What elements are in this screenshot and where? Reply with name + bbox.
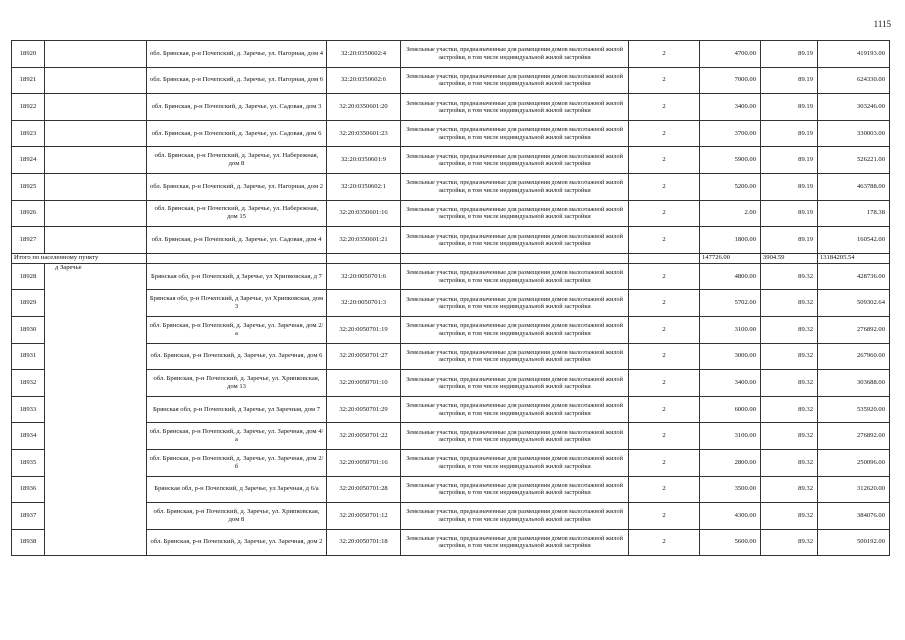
land-use-cell: Земельные участки, предназначенные для размещения домов малоэтажной жилой застройки, в том числе индивидуальной жилой застройки bbox=[401, 316, 629, 343]
summary-area: 147726.00 bbox=[700, 253, 761, 263]
address-cell: обл. Брянская, р-н Почепский, д. Заречье, ул. Набережная, дом 15 bbox=[147, 200, 327, 227]
record-id: 18928 bbox=[12, 263, 45, 290]
record-id: 18925 bbox=[12, 173, 45, 200]
cadastral-number: 32:20:0050701:19 bbox=[327, 316, 401, 343]
cadastral-number: 32:20:0050701:27 bbox=[327, 343, 401, 370]
land-use-cell: Земельные участки, предназначенные для размещения домов малоэтажной жилой застройки, в том числе индивидуальной жилой застройки bbox=[401, 503, 629, 530]
group-cell: 2 bbox=[629, 67, 700, 94]
address-cell: обл. Брянская, р-н Почепский, д. Заречье, ул. Нагорная, дом 2 bbox=[147, 173, 327, 200]
land-use-cell: Земельные участки, предназначенные для размещения домов малоэтажной жилой застройки, в том числе индивидуальной жилой застройки bbox=[401, 173, 629, 200]
area-cell: 3000.00 bbox=[700, 343, 761, 370]
address-cell: обл. Брянская, р-н Почепский, д. Заречье, ул. Хрипковская, дом 8 bbox=[147, 503, 327, 530]
rate-cell: 89.19 bbox=[761, 200, 818, 227]
address-cell: обл. Брянская, р-н Почепский, д. Заречье, ул. Хрипковская, дом 13 bbox=[147, 370, 327, 397]
value-cell: 303688.00 bbox=[818, 370, 890, 397]
group-cell: 2 bbox=[629, 263, 700, 290]
table-row bbox=[12, 173, 890, 200]
cadastral-number: 32:20:0050701:22 bbox=[327, 423, 401, 450]
record-id: 18922 bbox=[12, 94, 45, 121]
cadastral-number: 32:20:0350601:21 bbox=[327, 227, 401, 254]
land-use-cell: Земельные участки, предназначенные для размещения домов малоэтажной жилой застройки, в том числе индивидуальной жилой застройки bbox=[401, 120, 629, 147]
value-cell: 178.38 bbox=[818, 200, 890, 227]
address-cell: Брянская обл, р-н Почепский, д Заречье, ул Хрипковская, дом 3 bbox=[147, 290, 327, 317]
address-cell: обл. Брянская, р-н Почепский, д. Заречье, ул. Заречная, дом 4/а bbox=[147, 423, 327, 450]
land-use-cell: Земельные участки, предназначенные для размещения домов малоэтажной жилой застройки, в том числе индивидуальной жилой застройки bbox=[401, 94, 629, 121]
empty-cell bbox=[45, 147, 147, 174]
rate-cell: 89.19 bbox=[761, 120, 818, 147]
rate-cell: 89.19 bbox=[761, 173, 818, 200]
address-cell: обл. Брянская, р-н Почепский, д. Заречье, ул. Садовая, дом 4 bbox=[147, 227, 327, 254]
rate-cell: 89.32 bbox=[761, 343, 818, 370]
cadastral-number: 32:20:0350601:23 bbox=[327, 120, 401, 147]
group-cell: 2 bbox=[629, 173, 700, 200]
area-cell: 5200.00 bbox=[700, 173, 761, 200]
land-use-cell: Земельные участки, предназначенные для размещения домов малоэтажной жилой застройки, в том числе индивидуальной жилой застройки bbox=[401, 343, 629, 370]
table-body-part-a bbox=[12, 41, 890, 254]
land-use-cell: Земельные участки, предназначенные для размещения домов малоэтажной жилой застройки, в том числе индивидуальной жилой застройки bbox=[401, 423, 629, 450]
address-cell: обл. Брянская, р-н Почепский, д. Заречье, ул. Садовая, дом 6 bbox=[147, 120, 327, 147]
summary-rate: 3904.59 bbox=[761, 253, 818, 263]
value-cell: 160542.00 bbox=[818, 227, 890, 254]
cadastral-number: 32:20:0050701:16 bbox=[327, 449, 401, 476]
cadastral-number: 32:20:0350601:16 bbox=[327, 200, 401, 227]
group-cell: 2 bbox=[629, 529, 700, 556]
address-cell: обл. Брянская, р-н Почепский, д. Заречье, ул. Заречная, дом 6 bbox=[147, 343, 327, 370]
address-cell: обл. Брянская, р-н Почепский, д. Заречье, ул. Садовая, дом 3 bbox=[147, 94, 327, 121]
rate-cell: 89.32 bbox=[761, 263, 818, 290]
group-cell: 2 bbox=[629, 503, 700, 530]
land-use-cell: Земельные участки, предназначенные для размещения домов малоэтажной жилой застройки, в том числе индивидуальной жилой застройки bbox=[401, 227, 629, 254]
address-cell: Брянская обл, р-н Почепский, д Заречье, ул Хрипковская, д 7 bbox=[147, 263, 327, 290]
rate-cell: 89.32 bbox=[761, 370, 818, 397]
area-cell: 3500.00 bbox=[700, 476, 761, 503]
group-cell: 2 bbox=[629, 343, 700, 370]
record-id: 18924 bbox=[12, 147, 45, 174]
land-use-cell: Земельные участки, предназначенные для размещения домов малоэтажной жилой застройки, в том числе индивидуальной жилой застройки bbox=[401, 370, 629, 397]
area-cell: 4800.00 bbox=[700, 263, 761, 290]
empty-cell bbox=[45, 200, 147, 227]
record-id: 18923 bbox=[12, 120, 45, 147]
value-cell: 428736.00 bbox=[818, 263, 890, 290]
address-cell: обл. Брянская, р-н Почепский, д. Заречье, ул. Заречная, дом 2/а bbox=[147, 316, 327, 343]
cadastral-number: 32:20:0350602:4 bbox=[327, 41, 401, 68]
cadastral-number: 32:20:0050701:18 bbox=[327, 529, 401, 556]
group-cell: 2 bbox=[629, 227, 700, 254]
value-cell: 535920.00 bbox=[818, 396, 890, 423]
group-cell: 2 bbox=[629, 449, 700, 476]
record-id: 18932 bbox=[12, 370, 45, 397]
table-row bbox=[12, 200, 890, 227]
cadastral-number: 32:20:0350602:1 bbox=[327, 173, 401, 200]
address-cell: обл. Брянская, р-н Почепский, д. Заречье, ул. Нагорная, дом 4 bbox=[147, 41, 327, 68]
area-cell: 6000.00 bbox=[700, 396, 761, 423]
value-cell: 303246.00 bbox=[818, 94, 890, 121]
group-cell: 2 bbox=[629, 200, 700, 227]
rate-cell: 89.19 bbox=[761, 227, 818, 254]
table-row bbox=[12, 41, 890, 68]
land-use-cell: Земельные участки, предназначенные для размещения домов малоэтажной жилой застройки, в том числе индивидуальной жилой застройки bbox=[401, 529, 629, 556]
area-cell: 7000.00 bbox=[700, 67, 761, 94]
group-cell: 2 bbox=[629, 316, 700, 343]
land-use-cell: Земельные участки, предназначенные для размещения домов малоэтажной жилой застройки, в том числе индивидуальной жилой застройки bbox=[401, 396, 629, 423]
value-cell: 267960.00 bbox=[818, 343, 890, 370]
record-id: 18920 bbox=[12, 41, 45, 68]
record-id: 18933 bbox=[12, 396, 45, 423]
value-cell: 276892.00 bbox=[818, 316, 890, 343]
cadastral-value-table bbox=[11, 40, 890, 556]
address-cell: обл. Брянская, р-н Почепский, д. Заречье, ул. Заречная, дом 2/б bbox=[147, 449, 327, 476]
land-use-cell: Земельные участки, предназначенные для размещения домов малоэтажной жилой застройки, в том числе индивидуальной жилой застройки bbox=[401, 476, 629, 503]
empty-cell bbox=[45, 173, 147, 200]
rate-cell: 89.32 bbox=[761, 529, 818, 556]
value-cell: 463788.00 bbox=[818, 173, 890, 200]
table-row bbox=[12, 120, 890, 147]
address-cell: обл. Брянская, р-н Почепский, д. Заречье, ул. Набережная, дом 8 bbox=[147, 147, 327, 174]
rate-cell: 89.32 bbox=[761, 476, 818, 503]
cadastral-number: 32:20:0050701:12 bbox=[327, 503, 401, 530]
group-cell: 2 bbox=[629, 396, 700, 423]
land-use-cell: Земельные участки, предназначенные для размещения домов малоэтажной жилой застройки, в том числе индивидуальной жилой застройки bbox=[401, 41, 629, 68]
table-row bbox=[12, 67, 890, 94]
area-cell: 5702.00 bbox=[700, 290, 761, 317]
group-cell: 2 bbox=[629, 147, 700, 174]
land-use-cell: Земельные участки, предназначенные для размещения домов малоэтажной жилой застройки, в том числе индивидуальной жилой застройки bbox=[401, 263, 629, 290]
group-cell: 2 bbox=[629, 120, 700, 147]
empty-cell bbox=[45, 120, 147, 147]
group-cell: 2 bbox=[629, 290, 700, 317]
value-cell: 526221.00 bbox=[818, 147, 890, 174]
value-cell: 500192.00 bbox=[818, 529, 890, 556]
record-id: 18931 bbox=[12, 343, 45, 370]
empty-cell bbox=[45, 41, 147, 68]
record-id: 18929 bbox=[12, 290, 45, 317]
summary-empty-cell bbox=[629, 253, 700, 263]
area-cell: 5600.00 bbox=[700, 529, 761, 556]
record-id: 18927 bbox=[12, 227, 45, 254]
record-id: 18926 bbox=[12, 200, 45, 227]
group-cell: 2 bbox=[629, 370, 700, 397]
empty-cell bbox=[45, 227, 147, 254]
cadastral-number: 32:20:0050701:10 bbox=[327, 370, 401, 397]
rate-cell: 89.32 bbox=[761, 396, 818, 423]
cadastral-number: 32:20:0350602:6 bbox=[327, 67, 401, 94]
rate-cell: 89.32 bbox=[761, 449, 818, 476]
summary-value: 13184205.54 bbox=[818, 253, 890, 263]
land-use-cell: Земельные участки, предназначенные для размещения домов малоэтажной жилой застройки, в том числе индивидуальной жилой застройки bbox=[401, 290, 629, 317]
area-cell: 1800.00 bbox=[700, 227, 761, 254]
page-number: 1115 bbox=[873, 19, 891, 29]
value-cell: 276892.00 bbox=[818, 423, 890, 450]
table-row bbox=[12, 263, 890, 290]
address-cell: Брянская обл, р-н Почепский, д Заречье, ул Заречная, д 6/а bbox=[147, 476, 327, 503]
group-cell: 2 bbox=[629, 41, 700, 68]
cadastral-number: 32:20:0050701:3 bbox=[327, 290, 401, 317]
land-use-cell: Земельные участки, предназначенные для размещения домов малоэтажной жилой застройки, в том числе индивидуальной жилой застройки bbox=[401, 200, 629, 227]
rate-cell: 89.32 bbox=[761, 290, 818, 317]
rate-cell: 89.19 bbox=[761, 67, 818, 94]
area-cell: 4700.00 bbox=[700, 41, 761, 68]
table-row bbox=[12, 147, 890, 174]
summary-empty-cell bbox=[147, 253, 327, 263]
value-cell: 624330.00 bbox=[818, 67, 890, 94]
address-cell: обл. Брянская, р-н Почепский, д. Заречье, ул. Нагорная, дом 6 bbox=[147, 67, 327, 94]
area-cell: 3700.00 bbox=[700, 120, 761, 147]
rate-cell: 89.32 bbox=[761, 423, 818, 450]
area-cell: 3400.00 bbox=[700, 370, 761, 397]
area-cell: 2.00 bbox=[700, 200, 761, 227]
rate-cell: 89.19 bbox=[761, 41, 818, 68]
table-row bbox=[12, 94, 890, 121]
group-cell: 2 bbox=[629, 94, 700, 121]
rate-cell: 89.32 bbox=[761, 503, 818, 530]
record-id: 18921 bbox=[12, 67, 45, 94]
cadastral-number: 32:20:0350601:9 bbox=[327, 147, 401, 174]
table-body-summary bbox=[12, 253, 890, 263]
rate-cell: 89.32 bbox=[761, 316, 818, 343]
summary-row bbox=[12, 253, 890, 263]
cadastral-number: 32:20:0050701:6 bbox=[327, 263, 401, 290]
empty-cell bbox=[45, 94, 147, 121]
record-id: 18934 bbox=[12, 423, 45, 450]
value-cell: 384076.00 bbox=[818, 503, 890, 530]
settlement-name: д Заречье bbox=[45, 263, 147, 556]
summary-empty-cell bbox=[401, 253, 629, 263]
value-cell: 419193.00 bbox=[818, 41, 890, 68]
area-cell: 3100.00 bbox=[700, 423, 761, 450]
record-id: 18930 bbox=[12, 316, 45, 343]
area-cell: 4300.00 bbox=[700, 503, 761, 530]
value-cell: 250096.00 bbox=[818, 449, 890, 476]
group-cell: 2 bbox=[629, 476, 700, 503]
record-id: 18937 bbox=[12, 503, 45, 530]
land-use-cell: Земельные участки, предназначенные для размещения домов малоэтажной жилой застройки, в том числе индивидуальной жилой застройки bbox=[401, 147, 629, 174]
cadastral-number: 32:20:0350601:20 bbox=[327, 94, 401, 121]
record-id: 18938 bbox=[12, 529, 45, 556]
cadastral-number: 32:20:0050701:28 bbox=[327, 476, 401, 503]
rate-cell: 89.19 bbox=[761, 147, 818, 174]
table-row bbox=[12, 227, 890, 254]
address-cell: Брянская обл, р-н Почепский, д Заречье, ул Заречная, дом 7 bbox=[147, 396, 327, 423]
empty-cell bbox=[45, 67, 147, 94]
record-id: 18935 bbox=[12, 449, 45, 476]
area-cell: 3100.00 bbox=[700, 316, 761, 343]
group-cell: 2 bbox=[629, 423, 700, 450]
land-use-cell: Земельные участки, предназначенные для размещения домов малоэтажной жилой застройки, в том числе индивидуальной жилой застройки bbox=[401, 449, 629, 476]
summary-empty-cell bbox=[327, 253, 401, 263]
value-cell: 312620.00 bbox=[818, 476, 890, 503]
rate-cell: 89.19 bbox=[761, 94, 818, 121]
record-id: 18936 bbox=[12, 476, 45, 503]
value-cell: 509302.64 bbox=[818, 290, 890, 317]
area-cell: 2800.00 bbox=[700, 449, 761, 476]
cadastral-number: 32:20:0050701:29 bbox=[327, 396, 401, 423]
area-cell: 5900.00 bbox=[700, 147, 761, 174]
table-body-part-b bbox=[12, 263, 890, 556]
summary-label: Итого по населенному пункту bbox=[12, 253, 147, 263]
area-cell: 3400.00 bbox=[700, 94, 761, 121]
value-cell: 330003.00 bbox=[818, 120, 890, 147]
land-use-cell: Земельные участки, предназначенные для размещения домов малоэтажной жилой застройки, в том числе индивидуальной жилой застройки bbox=[401, 67, 629, 94]
address-cell: обл. Брянская, р-н Почепский, д. Заречье, ул. Заречная, дом 2 bbox=[147, 529, 327, 556]
